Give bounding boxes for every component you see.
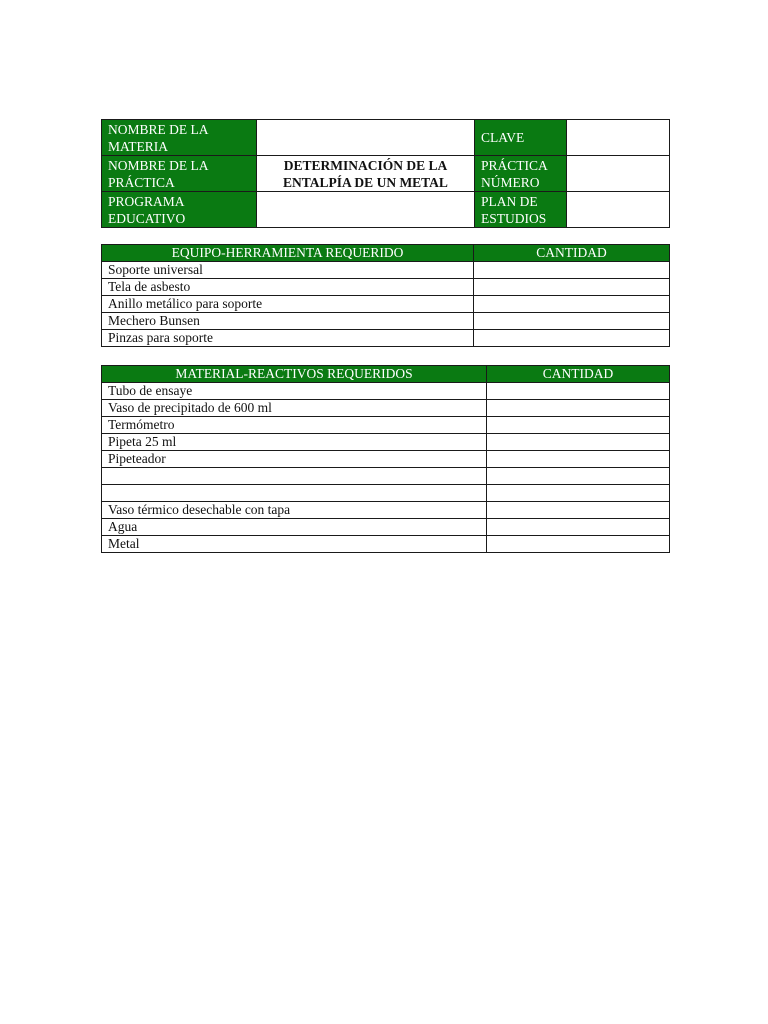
material-row-item: Pipeta 25 ml <box>102 434 487 451</box>
materials-header-item: MATERIAL-REACTIVOS REQUERIDOS <box>102 366 487 383</box>
materials-header-qty: CANTIDAD <box>487 366 670 383</box>
material-row-item: Vaso de precipitado de 600 ml <box>102 400 487 417</box>
equipment-header-qty: CANTIDAD <box>474 245 670 262</box>
material-row-item: Metal <box>102 536 487 553</box>
material-row <box>102 434 670 451</box>
equipment-row <box>102 279 670 296</box>
clave-label: CLAVE <box>475 120 567 156</box>
material-row-item: Agua <box>102 519 487 536</box>
material-row <box>102 400 670 417</box>
equipment-row-item: Pinzas para soporte <box>102 330 474 347</box>
practice-info-table <box>101 119 670 228</box>
practica-title: DETERMINACIÓN DE LA ENTALPÍA DE UN METAL <box>257 156 475 192</box>
equipment-row-qty <box>474 296 670 313</box>
materia-value <box>257 120 475 156</box>
material-row-qty <box>487 434 670 451</box>
material-row <box>102 417 670 434</box>
clave-value <box>567 120 670 156</box>
equipment-row <box>102 262 670 279</box>
equipment-rows <box>102 262 670 347</box>
info-row-practica <box>102 156 670 192</box>
info-row-materia <box>102 120 670 156</box>
material-row-item: Vaso térmico desechable con tapa <box>102 502 487 519</box>
plan-value <box>567 192 670 228</box>
equipment-header-row <box>102 245 670 262</box>
equipment-row-qty <box>474 279 670 296</box>
material-row-qty <box>487 400 670 417</box>
material-row <box>102 451 670 468</box>
practica-numero-label: PRÁCTICA NÚMERO <box>475 156 567 192</box>
equipment-row-qty <box>474 262 670 279</box>
material-row-item: Tubo de ensaye <box>102 383 487 400</box>
programa-label: PROGRAMA EDUCATIVO <box>102 192 257 228</box>
material-row-qty <box>487 468 670 485</box>
material-row-qty <box>487 485 670 502</box>
equipment-row <box>102 296 670 313</box>
material-row <box>102 519 670 536</box>
material-row-qty <box>487 383 670 400</box>
materials-header-row <box>102 366 670 383</box>
material-row <box>102 468 670 485</box>
material-row-item: Termómetro <box>102 417 487 434</box>
material-row <box>102 383 670 400</box>
material-row <box>102 536 670 553</box>
material-row-qty <box>487 451 670 468</box>
material-row-item <box>102 485 487 502</box>
practica-label: NOMBRE DE LA PRÁCTICA <box>102 156 257 192</box>
material-row-item <box>102 468 487 485</box>
material-row <box>102 502 670 519</box>
material-row-qty <box>487 502 670 519</box>
material-row-item: Pipeteador <box>102 451 487 468</box>
programa-value <box>257 192 475 228</box>
practica-numero-value <box>567 156 670 192</box>
material-row-qty <box>487 417 670 434</box>
material-row-qty <box>487 519 670 536</box>
equipment-table <box>101 244 670 347</box>
equipment-row-qty <box>474 313 670 330</box>
equipment-row-item: Mechero Bunsen <box>102 313 474 330</box>
materia-label: NOMBRE DE LA MATERIA <box>102 120 257 156</box>
materials-rows <box>102 383 670 553</box>
equipment-row <box>102 330 670 347</box>
equipment-row <box>102 313 670 330</box>
material-row-qty <box>487 536 670 553</box>
material-row <box>102 485 670 502</box>
info-row-programa <box>102 192 670 228</box>
equipment-row-item: Tela de asbesto <box>102 279 474 296</box>
equipment-header-item: EQUIPO-HERRAMIENTA REQUERIDO <box>102 245 474 262</box>
equipment-row-item: Soporte universal <box>102 262 474 279</box>
plan-label: PLAN DE ESTUDIOS <box>475 192 567 228</box>
equipment-row-item: Anillo metálico para soporte <box>102 296 474 313</box>
materials-table <box>101 365 670 553</box>
equipment-row-qty <box>474 330 670 347</box>
